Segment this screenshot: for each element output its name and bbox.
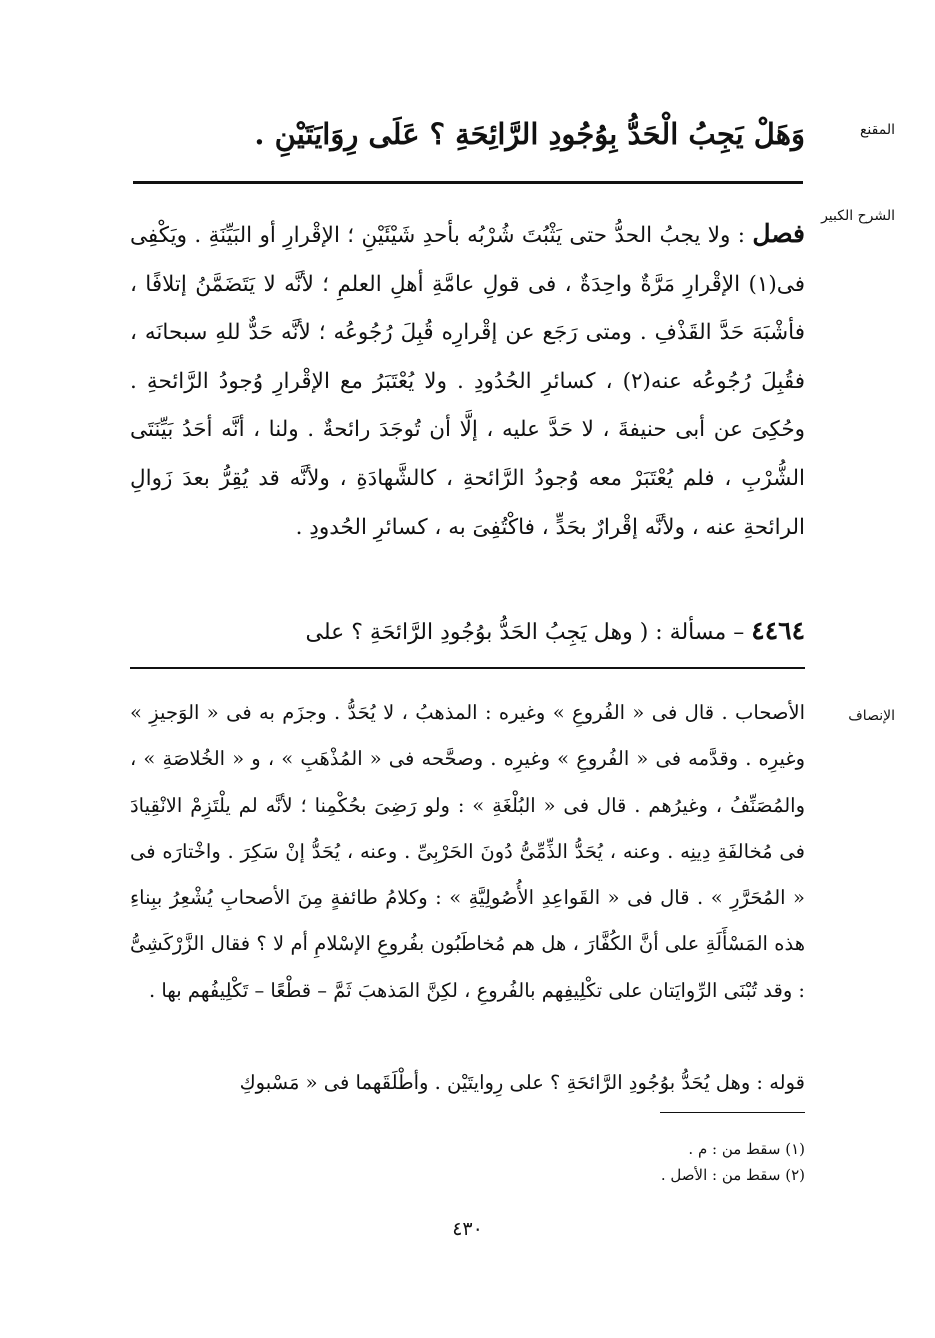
page-number: ٤٣٠ [452,1218,483,1240]
masala-line [130,607,805,657]
insaf-paragraph: الأصحاب . قال فى « الفُروعِ » وغيره : المذهبُ ، لا يُحَدُّ . وجزَم به فى « الوَجيزِ » وغيرِه . وقدَّمه فى « الفُروعِ » وغيرِه . وصحَّحه فى « المُذْهَبِ » ، و « الخُلاصَةِ » ، والمُصَنِّفُ ، وغيرُهم . قال فى « البُلْغَةِ » : ولو رَضِىَ بحُكْمِنا ؛ لأنَّه لم يلْتَزِمْ الانْقِيادَ فى مُخالفَةِ دِينِه . وعنه ، يُحَدُّ الذِّمِّىُّ دُونَ الحَرْبِىِّ . وعنه ، يُحَدُّ إنْ سَكِرَ . واخْتارَه فى « المُحَرَّرِ » . قال فى « القَواعِدِ الأُصُولِيَّةِ » : وكلامُ طائفةٍ مِنَ الأصحابِ يُشْعِرُ ببِناءِ هذه المَسْأَلَةِ على أنَّ الكُفَّارَ ، هل هم مُخاطَبُون بفُروعِ الإسْلامِ أم لا ؟ فقال الزَّرْكَشِىُّ : وقد تُبْنَى الرِّوايَتان على تكْلِيفِهم بالفُروعِ ، لكِنَّ المَذهبَ ثَمَّ – قطْعًا – تَكْلِيفُهم بها . [130,701,805,1002]
fasl-heading: فصل [752,219,805,248]
footnote-divider [660,1112,805,1113]
sharh-body: : ولا يجبُ الحدُّ حتى يَثْبُتَ شُرْبُه بأحدِ شَيْئَيْنِ ؛ الإقْرارِ أو البَيِّنَةِ . ويَكْفِى فى(١) الإقْرارِ مَرَّةٌ واحِدَةٌ ، فى قولِ عامَّةِ أهلِ العلمِ ؛ لأنَّه لا يَتَضَمَّنُ إتلافًا ، فأشْبَهَ حَدَّ القَذْفِ . ومتى رَجَع عن إقْرارِه قُبِلَ رُجُوعُه ؛ لأنَّه حَدٌّ للهِ سبحانَه ، فقُبِلَ رُجُوعُه عنه(٢) ، كسائرِ الحُدُودِ . ولا يُعْتَبَرُ مع الإقْرارِ وُجودُ الرَّائحةِ . وحُكِىَ عن أبى حنيفةَ ، لا حَدَّ عليه ، إلَّا أن تُوجَدَ رائحةٌ . ولنا ، أنَّه أحَدُ بَيِّنَتَى الشُّرْبِ ، فلم يُعْتَبَرْ معه وُجودُ الرَّائحةِ ، كالشَّهادَةِ ، ولأنَّه قد يُقِرُّ بعدَ زَوالِ الرائحةِ عنه ، ولأنَّه إقْرارٌ بحَدٍّ ، فاكْتُفِىَ به ، كسائرِ الحُدودِ . [130,223,805,540]
masala-text: – مسألة : ( وهل يَجِبُ الحَدُّ بوُجُودِ الرَّائحَةِ ؟ على [305,620,745,645]
insaf-qawluh: قوله : وهل يُحَدُّ بوُجُودِ الرَّائحَةِ ؟ على رِوايتَيْن . وأطْلَقَهما فى « مَسْبوكِ [239,1071,805,1094]
divider-thin [130,667,805,669]
footnote-2: (٢) سقط من : الأصل . [660,1166,805,1184]
divider-thick [133,181,803,184]
sharh-paragraph [130,210,805,552]
label-muqni: المقنع [859,122,895,138]
footnote-1: (١) سقط من : م . [688,1140,805,1158]
label-sharh: الشرح الكبير [821,208,895,224]
label-insaf: الإنصاف [848,708,895,724]
masala-number: ٤٤٦٤ [751,616,805,645]
muqni-text: وَهَلْ يَجِبُ الْحَدُّ بِوُجُودِ الرَّائِحَةِ ؟ عَلَى رِوَايَتَيْنِ . [254,117,805,151]
